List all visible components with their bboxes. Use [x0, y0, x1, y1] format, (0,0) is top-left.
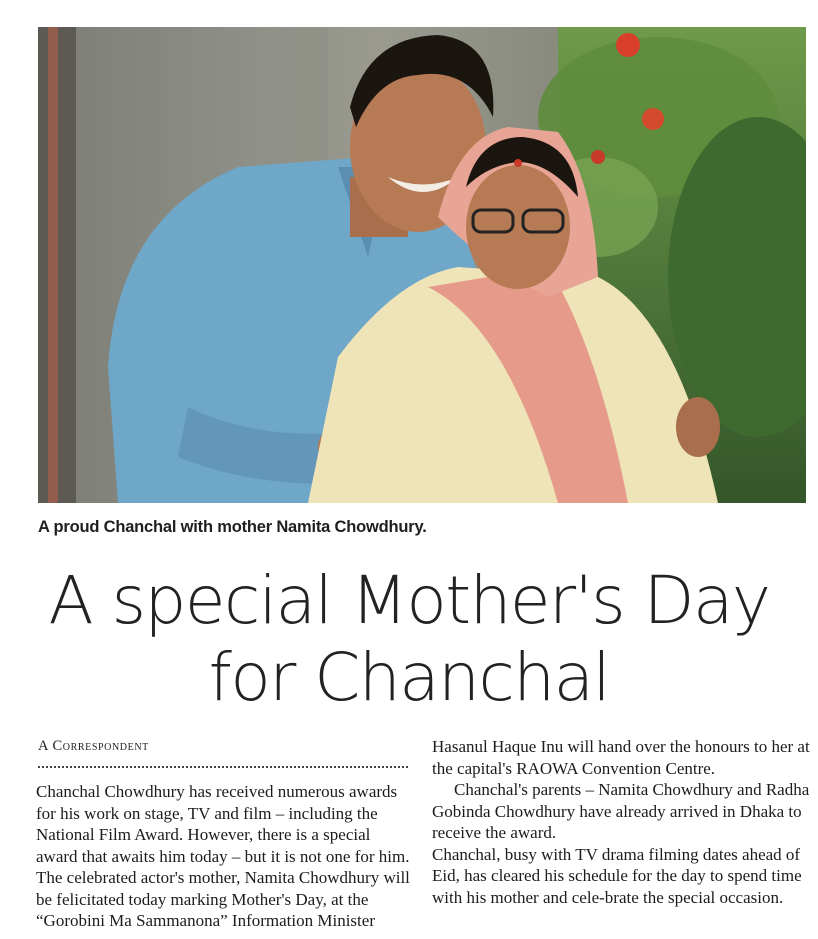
- article-paragraph: Chanchal, busy with TV drama filming dates ahead of Eid, has cleared his schedule for the day to spend time with his mother and cele-brate the special occasion.: [432, 844, 802, 907]
- article-paragraph: Hasanul Haque Inu will hand over the honours to her at the capital's RAOWA Convention Centre.: [432, 737, 810, 778]
- article-column-right: [432, 736, 812, 939]
- photo-illustration: [38, 27, 806, 503]
- article-photo: [38, 27, 806, 503]
- headline-line-1: A special Mother's Day: [48, 562, 770, 639]
- article-paragraph: Chanchal's parents – Namita Chowdhury and Radha Gobinda Chowdhury have already arrived in Dhaka to receive the award.: [432, 780, 810, 842]
- headline: [0, 562, 818, 716]
- article-paragraph: Chanchal Chowdhury has received numerous awards for his work on stage, TV and film – including the National Film Award. However, there is a special award that awaits him today – but it is not one for him. The celebrated actor's mother, Namita Chowdhury will be felicitated today marking Mother's Day, at the “Gorobini Ma Sammanona” Information Minister: [36, 782, 410, 930]
- byline-divider: [38, 766, 408, 768]
- photo-caption: A proud Chanchal with mother Namita Chowdhury.: [38, 518, 427, 536]
- headline-line-2: for Chanchal: [208, 639, 610, 716]
- article-column-left: [36, 781, 416, 939]
- byline: A Correspondent: [38, 738, 149, 754]
